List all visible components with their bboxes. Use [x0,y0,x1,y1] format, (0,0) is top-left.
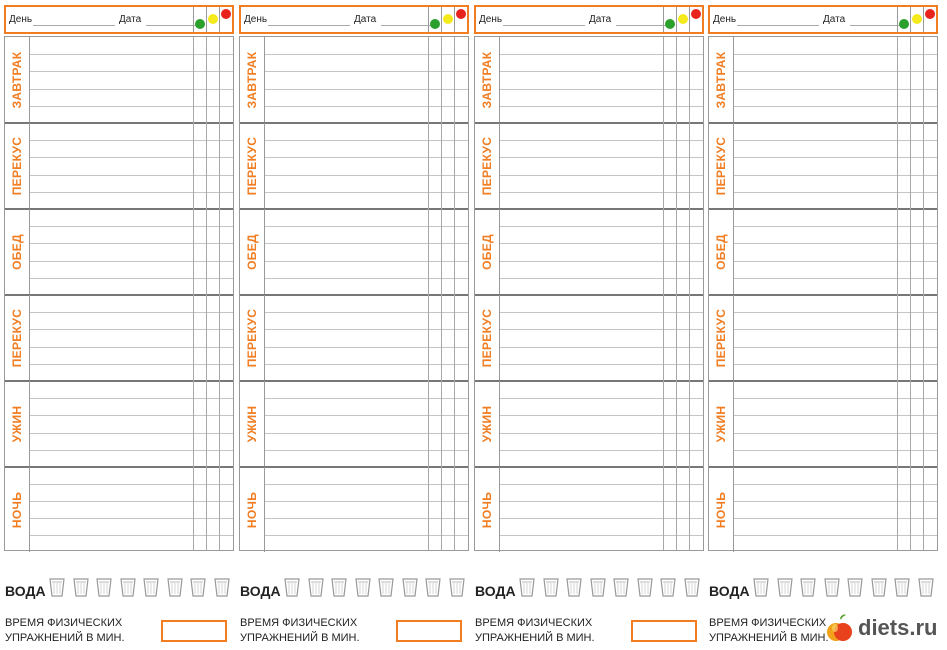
entry-row[interactable] [265,278,468,279]
entry-row[interactable] [500,364,703,365]
meal-tag [709,123,734,209]
entry-row[interactable] [30,71,233,72]
meal-label: НОЧЬ [480,491,494,528]
entry-row[interactable] [500,157,703,158]
meal-tag [475,209,500,295]
cup-icon[interactable] [214,577,230,597]
meal-section [475,381,703,467]
column-divider [441,37,442,550]
cup-icon[interactable] [378,577,394,597]
meal-grid [708,36,938,551]
green-dot-icon[interactable] [899,19,909,29]
day-field[interactable] [268,25,350,26]
meal-section [5,37,233,123]
entry-row[interactable] [265,157,468,158]
apple-icon [826,614,854,644]
water-tracker [709,575,939,603]
meal-label: ПЕРЕКУС [714,136,728,196]
entry-row[interactable] [265,243,468,244]
meal-grid [4,36,234,551]
header-divider [441,7,442,32]
entry-row[interactable] [30,192,233,193]
meal-section [5,209,233,295]
entry-row[interactable] [734,261,937,262]
entry-row[interactable] [500,89,703,90]
column-divider [219,37,220,550]
meal-tag [5,381,30,467]
cup-icon[interactable] [684,577,700,597]
meal-tag [5,295,30,381]
entry-row[interactable] [500,398,703,399]
exercise-line-2: УПРАЖНЕНИЙ В МИН. [5,632,125,644]
meal-label: ПЕРЕКУС [714,308,728,368]
entry-row[interactable] [734,54,937,55]
exercise-line-1: ВРЕМЯ ФИЗИЧЕСКИХ [475,617,593,629]
meal-tag [5,209,30,295]
day-header [708,5,938,34]
entry-row[interactable] [30,243,233,244]
entry-row[interactable] [30,398,233,399]
entry-row[interactable] [265,106,468,107]
entry-row[interactable] [30,501,233,502]
meal-tag [709,381,734,467]
entry-row[interactable] [500,518,703,519]
header-divider [454,7,455,32]
column-divider [206,37,207,550]
meal-section [475,209,703,295]
entry-row[interactable] [30,484,233,485]
meal-section [240,209,468,295]
meal-label: ЗАВТРАК [714,51,728,109]
entry-row[interactable] [30,329,233,330]
header-divider [910,7,911,32]
meal-tag [709,37,734,123]
cup-icon[interactable] [519,577,535,597]
water-label: ВОДА [475,583,516,599]
entry-row[interactable] [30,347,233,348]
entry-row[interactable] [734,535,937,536]
entry-row[interactable] [500,140,703,141]
meal-label: ПЕРЕКУС [245,308,259,368]
entry-row[interactable] [734,106,937,107]
entry-row[interactable] [265,140,468,141]
exercise-line-1: ВРЕМЯ ФИЗИЧЕСКИХ [240,617,358,629]
meal-section [475,37,703,123]
day-field[interactable] [503,25,585,26]
entry-row[interactable] [500,54,703,55]
day-field[interactable] [33,25,115,26]
entry-row[interactable] [734,71,937,72]
meal-section [240,381,468,467]
meal-tag [709,295,734,381]
meal-label: УЖИН [245,405,259,443]
green-dot-icon[interactable] [430,19,440,29]
entry-row[interactable] [265,415,468,416]
cup-icon[interactable] [402,577,418,597]
entry-row[interactable] [30,433,233,434]
green-dot-icon[interactable] [195,19,205,29]
entry-row[interactable] [30,518,233,519]
date-field[interactable] [381,25,431,26]
entry-row[interactable] [500,175,703,176]
meal-tag [475,295,500,381]
entry-row[interactable] [30,157,233,158]
exercise-line-2: УПРАЖНЕНИЙ В МИН. [709,632,829,644]
meal-label: ЗАВТРАК [480,51,494,109]
cup-icon[interactable] [613,577,629,597]
day-label: День [244,14,268,25]
cup-icon[interactable] [566,577,582,597]
meal-tag [709,467,734,552]
day-field[interactable] [737,25,819,26]
meal-tag [240,123,265,209]
entry-row[interactable] [500,347,703,348]
entry-row[interactable] [30,140,233,141]
meal-tag [240,209,265,295]
entry-row[interactable] [30,226,233,227]
meal-tag [475,123,500,209]
cup-icon[interactable] [918,577,934,597]
entry-row[interactable] [734,157,937,158]
entry-row[interactable] [265,89,468,90]
column-divider [454,37,455,550]
entry-row[interactable] [500,484,703,485]
exercise-line-1: ВРЕМЯ ФИЗИЧЕСКИХ [709,617,827,629]
exercise-minutes-input[interactable] [161,620,227,642]
column-divider [676,37,677,550]
cup-icon[interactable] [167,577,183,597]
date-label: Дата [119,14,142,25]
cup-icon[interactable] [284,577,300,597]
entry-row[interactable] [500,71,703,72]
cup-icon[interactable] [331,577,347,597]
entry-row[interactable] [265,364,468,365]
meal-section [475,467,703,552]
meal-label: УЖИН [10,405,24,443]
date-field[interactable] [146,25,196,26]
meal-section [709,295,937,381]
meal-section [709,381,937,467]
meal-label: УЖИН [480,405,494,443]
column-divider [428,37,429,550]
cup-icon[interactable] [120,577,136,597]
water-tracker [475,575,705,603]
cup-icon[interactable] [543,577,559,597]
column-divider [193,37,194,550]
meal-label: ОБЕД [714,234,728,270]
meal-label: ПЕРЕКУС [480,136,494,196]
date-label: Дата [354,14,377,25]
entry-row[interactable] [500,192,703,193]
entry-row[interactable] [265,484,468,485]
meal-section [709,123,937,209]
entry-row[interactable] [734,243,937,244]
day-header [4,5,234,34]
entry-row[interactable] [30,89,233,90]
cup-icon[interactable] [753,577,769,597]
entry-row[interactable] [30,415,233,416]
exercise-line-2: УПРАЖНЕНИЙ В МИН. [475,632,595,644]
entry-row[interactable] [265,71,468,72]
entry-row[interactable] [734,398,937,399]
meal-label: ПЕРЕКУС [10,308,24,368]
day-label: День [713,14,737,25]
cup-icon[interactable] [143,577,159,597]
entry-row[interactable] [500,312,703,313]
column-divider [910,37,911,550]
cup-icon[interactable] [96,577,112,597]
header-divider [676,7,677,32]
entry-row[interactable] [734,484,937,485]
meal-section [475,295,703,381]
meal-tag [709,209,734,295]
entry-row[interactable] [265,175,468,176]
water-label: ВОДА [709,583,750,599]
entry-row[interactable] [500,535,703,536]
entry-row[interactable] [30,364,233,365]
meal-section [475,123,703,209]
entry-row[interactable] [30,106,233,107]
meal-label: ЗАВТРАК [10,51,24,109]
entry-row[interactable] [265,347,468,348]
meal-section [5,123,233,209]
entry-row[interactable] [500,415,703,416]
meal-tag [240,37,265,123]
entry-row[interactable] [734,192,937,193]
meal-section [240,467,468,552]
meal-section [5,467,233,552]
meal-tag [5,37,30,123]
entry-row[interactable] [265,433,468,434]
meal-tag [475,37,500,123]
entry-row[interactable] [265,329,468,330]
meal-label: ОБЕД [10,234,24,270]
water-label: ВОДА [240,583,281,599]
meal-tag [5,123,30,209]
exercise-minutes-input[interactable] [631,620,697,642]
entry-row[interactable] [734,364,937,365]
cup-icon[interactable] [847,577,863,597]
yellow-dot-icon[interactable] [208,14,218,24]
cup-icon[interactable] [355,577,371,597]
header-divider [897,7,898,32]
header-divider [428,7,429,32]
header-divider [923,7,924,32]
day-label: День [9,14,33,25]
entry-row[interactable] [734,347,937,348]
diets-logo [824,612,942,646]
cup-icon[interactable] [800,577,816,597]
cup-icon[interactable] [425,577,441,597]
entry-row[interactable] [734,278,937,279]
meal-section [5,381,233,467]
cup-icon[interactable] [308,577,324,597]
entry-row[interactable] [500,243,703,244]
entry-row[interactable] [500,278,703,279]
exercise-label [240,616,360,646]
meal-label: ПЕРЕКУС [10,136,24,196]
entry-row[interactable] [500,106,703,107]
entry-row[interactable] [30,175,233,176]
header-divider [193,7,194,32]
column-divider [689,37,690,550]
entry-row[interactable] [500,450,703,451]
yellow-dot-icon[interactable] [678,14,688,24]
water-tracker [5,575,235,603]
entry-row[interactable] [265,226,468,227]
date-field[interactable] [850,25,900,26]
meal-label: ПЕРЕКУС [480,308,494,368]
meal-grid [239,36,469,551]
exercise-label [475,616,595,646]
meal-label: ПЕРЕКУС [245,136,259,196]
entry-row[interactable] [30,450,233,451]
entry-row[interactable] [500,226,703,227]
entry-row[interactable] [30,261,233,262]
entry-row[interactable] [734,433,937,434]
cup-icon[interactable] [777,577,793,597]
meal-section [240,123,468,209]
red-dot-icon[interactable] [221,9,231,19]
meal-section [240,37,468,123]
meal-section [709,467,937,552]
entry-row[interactable] [734,415,937,416]
entry-row[interactable] [30,278,233,279]
entry-row[interactable] [734,226,937,227]
meal-tag [475,467,500,552]
cup-icon[interactable] [824,577,840,597]
exercise-line-2: УПРАЖНЕНИЙ В МИН. [240,632,360,644]
entry-row[interactable] [734,175,937,176]
cup-icon[interactable] [449,577,465,597]
red-dot-icon[interactable] [691,9,701,19]
cup-icon[interactable] [190,577,206,597]
meal-label: ЗАВТРАК [245,51,259,109]
water-tracker [240,575,470,603]
entry-row[interactable] [734,518,937,519]
day-header [239,5,469,34]
meal-section [709,37,937,123]
exercise-line-1: ВРЕМЯ ФИЗИЧЕСКИХ [5,617,123,629]
entry-row[interactable] [500,261,703,262]
green-dot-icon[interactable] [665,19,675,29]
entry-row[interactable] [265,312,468,313]
meal-grid [474,36,704,551]
cup-icon[interactable] [660,577,676,597]
entry-row[interactable] [500,433,703,434]
entry-row[interactable] [500,329,703,330]
meal-section [5,295,233,381]
meal-section [709,209,937,295]
meal-label: НОЧЬ [10,491,24,528]
cup-icon[interactable] [590,577,606,597]
entry-row[interactable] [265,535,468,536]
meal-label: УЖИН [714,405,728,443]
yellow-dot-icon[interactable] [912,14,922,24]
entry-row[interactable] [265,261,468,262]
column-divider [663,37,664,550]
meal-section [240,295,468,381]
entry-row[interactable] [734,89,937,90]
water-label: ВОДА [5,583,46,599]
meal-tag [240,295,265,381]
header-divider [206,7,207,32]
column-divider [923,37,924,550]
date-label: Дата [823,14,846,25]
column-divider [897,37,898,550]
cup-icon[interactable] [73,577,89,597]
exercise-label [5,616,125,646]
cup-icon[interactable] [871,577,887,597]
logo-text: diets.ru [858,615,938,640]
entry-row[interactable] [265,54,468,55]
entry-row[interactable] [265,501,468,502]
entry-row[interactable] [265,518,468,519]
header-divider [689,7,690,32]
entry-row[interactable] [265,192,468,193]
cup-icon[interactable] [637,577,653,597]
meal-label: НОЧЬ [245,491,259,528]
entry-row[interactable] [265,398,468,399]
entry-row[interactable] [265,450,468,451]
day-label: День [479,14,503,25]
entry-row[interactable] [734,312,937,313]
header-divider [663,7,664,32]
meal-tag [5,467,30,552]
yellow-dot-icon[interactable] [443,14,453,24]
exercise-minutes-input[interactable] [396,620,462,642]
red-dot-icon[interactable] [456,9,466,19]
entry-row[interactable] [30,54,233,55]
date-label: Дата [589,14,612,25]
entry-row[interactable] [30,535,233,536]
meal-tag [240,381,265,467]
entry-row[interactable] [734,140,937,141]
cup-icon[interactable] [894,577,910,597]
entry-row[interactable] [734,329,937,330]
cup-icon[interactable] [49,577,65,597]
entry-row[interactable] [734,501,937,502]
entry-row[interactable] [734,450,937,451]
meal-label: НОЧЬ [714,491,728,528]
date-field[interactable] [616,25,666,26]
meal-tag [475,381,500,467]
exercise-label [709,616,829,646]
entry-row[interactable] [500,501,703,502]
meal-label: ОБЕД [245,234,259,270]
meal-label: ОБЕД [480,234,494,270]
entry-row[interactable] [30,312,233,313]
header-divider [219,7,220,32]
red-dot-icon[interactable] [925,9,935,19]
day-header [474,5,704,34]
meal-tag [240,467,265,552]
